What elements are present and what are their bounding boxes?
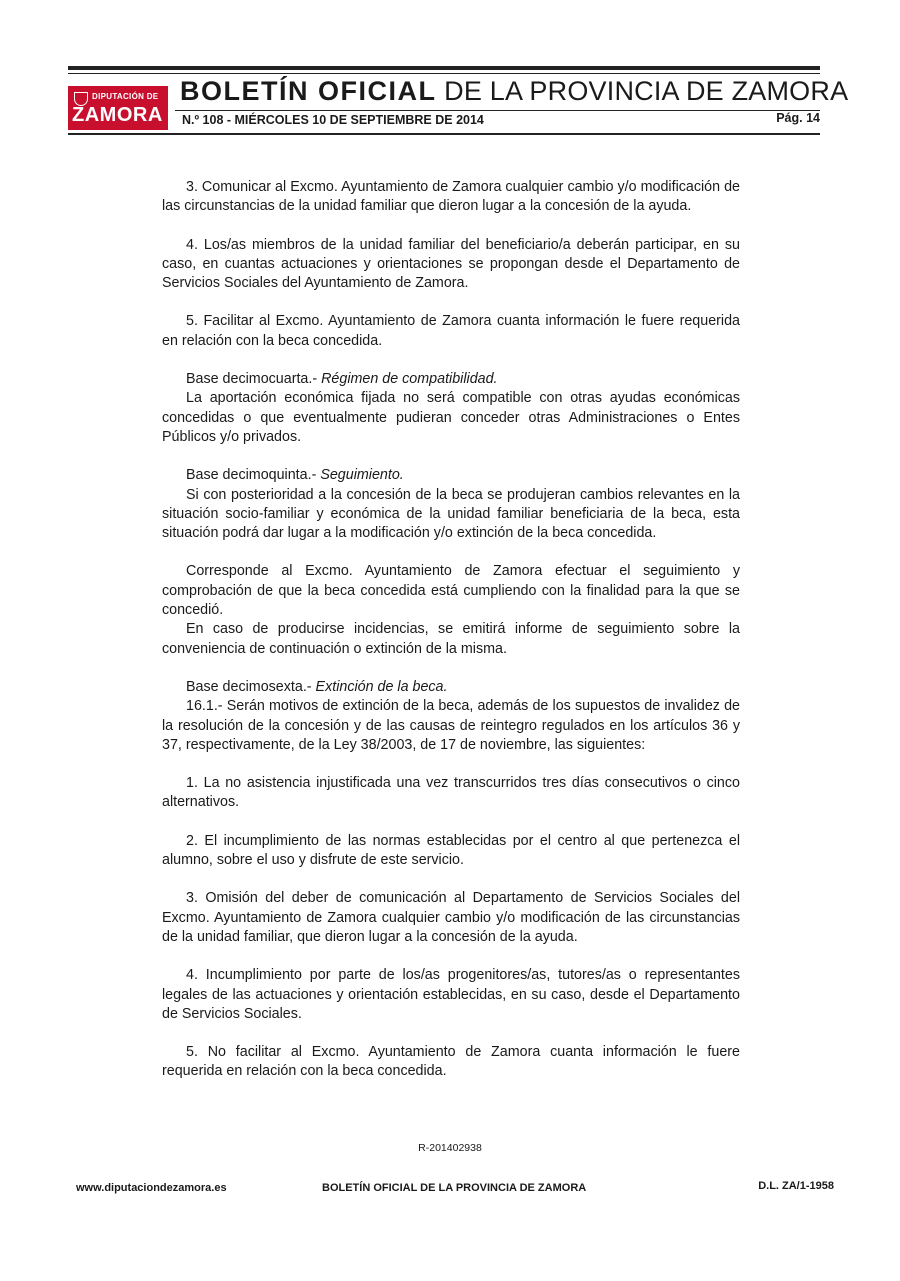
bulletin-title xyxy=(180,76,848,107)
bulletin-title-bold: BOLETÍN OFICIAL xyxy=(180,76,437,106)
heading-title: Seguimiento. xyxy=(320,467,404,484)
footer-website: www.diputaciondezamora.es xyxy=(76,1182,227,1194)
header-rule-thick xyxy=(68,66,820,70)
heading-prefix: Base decimosexta.- xyxy=(186,678,316,695)
paragraph: 1. La no asistencia injustificada una vez transcurridos tres días consecutivos o cinco alternativos. xyxy=(162,775,740,811)
section-heading-16 xyxy=(162,678,740,697)
header-rule-middle xyxy=(175,110,820,111)
paragraph: 3. Omisión del deber de comunicación al Departamento de Servicios Sociales del Excmo. Ayuntamiento de Zamora cualquier cambio y/o modificación de las circunstancias de la unidad familiar, que dieron lugar a la concesión de la ayuda. xyxy=(162,890,740,945)
paragraph: Corresponde al Excmo. Ayuntamiento de Zamora efectuar el seguimiento y comprobación de que la beca concedida está cumpliendo con la finalidad para la que se concedió. xyxy=(162,563,740,619)
heading-prefix: Base decimocuarta.- xyxy=(186,371,322,388)
reference-code: R-201402938 xyxy=(418,1142,482,1154)
paragraph: 16.1.- Serán motivos de extinción de la beca, además de los supuestos de invalidez de la resolución de la concesión y de las causas de reintegro regulados en los artículos 36 y 37, respectivamente, de la Ley 38/2003, de 17 de noviembre, las siguientes: xyxy=(162,698,740,753)
header-rule-thin xyxy=(68,73,820,74)
page-number: Pág. 14 xyxy=(776,111,820,125)
paragraph: 5. Facilitar al Excmo. Ayuntamiento de Zamora cuanta información le fuere requerida en relación con la beca concedida. xyxy=(162,313,740,349)
paragraph: 4. Los/as miembros de la unidad familiar del beneficiario/a deberán participar, en su caso, en cuantas actuaciones y orientaciones se propongan desde el Departamento de Servicios Sociales del Ayuntamiento de Zamora. xyxy=(162,236,740,292)
heading-title: Régimen de compatibilidad. xyxy=(321,371,498,388)
section-heading-15 xyxy=(162,466,740,485)
paragraph: En caso de producirse incidencias, se emitirá informe de seguimiento sobre la conveniencia de continuación o extinción de la misma. xyxy=(162,621,740,657)
paragraph: Si con posterioridad a la concesión de la beca se produjeran cambios relevantes en la situación socio-familiar y económica de la unidad familiar beneficiaria de la beca, esta situación podrá dar lugar a la modificación y/o extinción de la beca concedida. xyxy=(162,486,740,542)
section-heading-14 xyxy=(162,370,740,389)
paragraph: 5. No facilitar al Excmo. Ayuntamiento de Zamora cuanta información le fuere requerida en relación con la beca concedida. xyxy=(162,1044,740,1080)
footer-bulletin-name: BOLETÍN OFICIAL DE LA PROVINCIA DE ZAMORA xyxy=(322,1182,587,1194)
issue-info: N.º 108 - MIÉRCOLES 10 DE SEPTIEMBRE DE 2014 xyxy=(182,113,484,127)
heading-title: Extinción de la beca. xyxy=(315,678,448,695)
footer-legal-deposit: D.L. ZA/1-1958 xyxy=(758,1180,834,1192)
paragraph: La aportación económica fijada no será compatible con otras ayudas económicas concedidas o que eventualmente pudieran conceder otras Administraciones o Entes Públicos y/o privados. xyxy=(162,390,740,445)
diputacion-logo xyxy=(68,86,168,130)
heading-prefix: Base decimoquinta.- xyxy=(186,467,321,484)
bulletin-title-rest: DE LA PROVINCIA DE ZAMORA xyxy=(436,76,849,106)
logo-line2: ZAMORA xyxy=(72,104,163,126)
header-rule-bottom xyxy=(68,133,820,135)
paragraph: 3. Comunicar al Excmo. Ayuntamiento de Zamora cualquier cambio y/o modificación de las circunstancias de la unidad familiar que dieron lugar a la concesión de la ayuda. xyxy=(162,179,740,215)
logo-line1: DIPUTACIÓN DE xyxy=(92,92,159,101)
paragraph: 4. Incumplimiento por parte de los/as progenitores/as, tutores/as o representantes legales de las actuaciones y orientación establecidas, en su caso, desde el Departamento de Servicios Sociales. xyxy=(162,967,740,1022)
document-body xyxy=(162,178,740,1082)
paragraph: 2. El incumplimiento de las normas establecidas por el centro al que pertenezca el alumno, sobre el uso y disfrute de este servicio. xyxy=(162,832,740,869)
